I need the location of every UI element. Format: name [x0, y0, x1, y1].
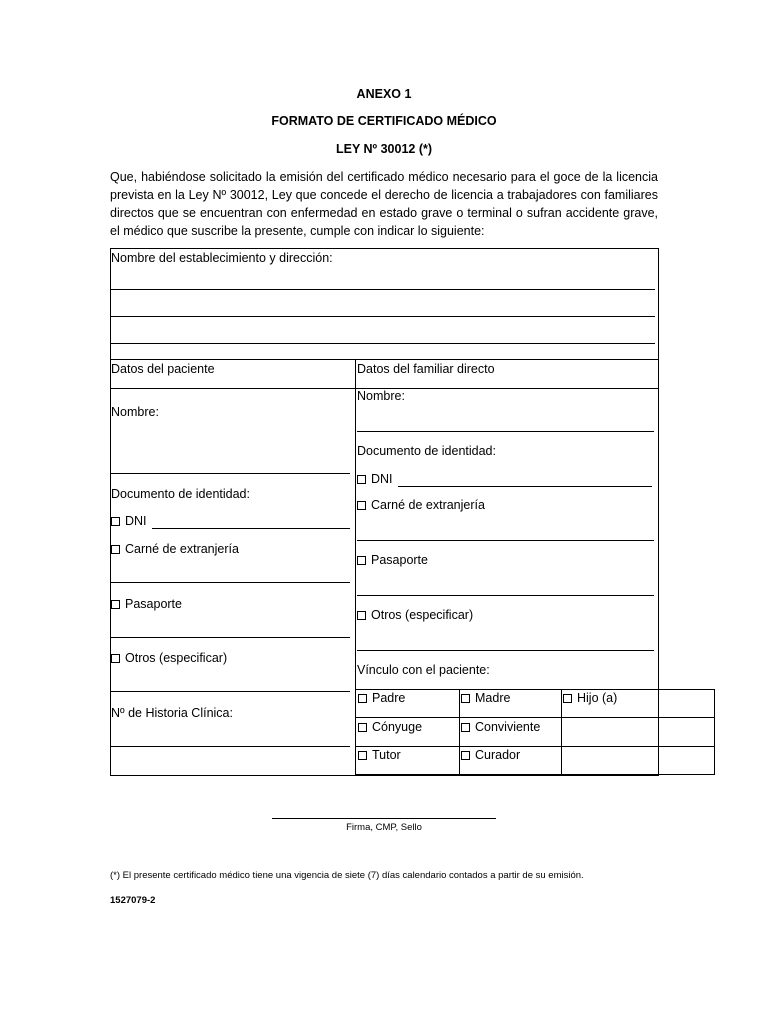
relative-carne-option[interactable]: [357, 498, 485, 512]
checkbox-icon[interactable]: [357, 501, 366, 510]
checkbox-icon[interactable]: [358, 751, 367, 760]
patient-header: Datos del paciente: [111, 362, 215, 376]
relative-pasaporte-label: Pasaporte: [371, 553, 428, 567]
patient-name-line[interactable]: [111, 473, 350, 474]
signature-label: Firma, CMP, Sello: [346, 822, 422, 833]
relative-header: Datos del familiar directo: [357, 362, 495, 376]
relative-dni-option[interactable]: [357, 472, 393, 486]
checkbox-icon[interactable]: [358, 723, 367, 732]
patient-carne-line[interactable]: [111, 582, 350, 583]
relative-pasaporte-line[interactable]: [357, 595, 654, 596]
relationship-col-line-3: [658, 689, 659, 775]
patient-carne-option[interactable]: [111, 542, 239, 556]
option-tutor[interactable]: [358, 748, 401, 762]
checkbox-icon[interactable]: [111, 654, 120, 663]
option-hijo[interactable]: [563, 691, 617, 705]
option-tutor-label: Tutor: [372, 748, 401, 762]
relative-dni-line[interactable]: [398, 486, 652, 487]
relationship-col-line-1: [459, 689, 460, 775]
relative-link-label: Vínculo con el paciente:: [357, 663, 490, 677]
relationship-col-line-2: [561, 689, 562, 775]
footnote: (*) El presente certificado médico tiene una vigencia de siete (7) días calendario contados a partir de su emisión.: [110, 870, 584, 881]
patient-otros-label: Otros (especificar): [125, 651, 228, 665]
patient-pasaporte-label: Pasaporte: [125, 597, 182, 611]
checkbox-icon[interactable]: [461, 751, 470, 760]
relative-otros-line[interactable]: [357, 650, 654, 651]
checkbox-icon[interactable]: [563, 694, 572, 703]
option-conviviente-label: Conviviente: [475, 720, 541, 734]
option-madre[interactable]: [461, 691, 510, 705]
patient-history-label: Nº de Historia Clínica:: [111, 706, 233, 720]
relative-pasaporte-option[interactable]: [357, 553, 428, 567]
relative-carne-label: Carné de extranjería: [371, 498, 485, 512]
relative-carne-line[interactable]: [357, 540, 654, 541]
checkbox-icon[interactable]: [111, 545, 120, 554]
checkbox-icon[interactable]: [357, 611, 366, 620]
option-padre-label: Padre: [372, 691, 406, 705]
checkbox-icon[interactable]: [358, 694, 367, 703]
option-curador-label: Curador: [475, 748, 521, 762]
patient-otros-line[interactable]: [111, 691, 350, 692]
establishment-line-3[interactable]: [111, 343, 655, 344]
document-title: FORMATO DE CERTIFICADO MÉDICO: [271, 114, 497, 128]
establishment-label: Nombre del establecimiento y dirección:: [111, 251, 333, 265]
option-conviviente[interactable]: [461, 720, 540, 734]
option-conyuge[interactable]: [358, 720, 422, 734]
relationship-row-line-2: [355, 746, 715, 747]
option-padre[interactable]: [358, 691, 405, 705]
checkbox-icon[interactable]: [357, 556, 366, 565]
patient-dni-label: DNI: [125, 514, 147, 528]
establishment-line-1[interactable]: [111, 289, 655, 290]
relative-name-label: Nombre:: [357, 389, 405, 403]
relationship-row-line-1: [355, 717, 715, 718]
option-madre-label: Madre: [475, 691, 511, 705]
option-conyuge-label: Cónyuge: [372, 720, 423, 734]
relative-otros-option[interactable]: [357, 608, 473, 622]
patient-id-label: Documento de identidad:: [111, 487, 250, 501]
establishment-line-2[interactable]: [111, 316, 655, 317]
relative-dni-label: DNI: [371, 472, 393, 486]
patient-pasaporte-option[interactable]: [111, 597, 182, 611]
annex-title: ANEXO 1: [356, 87, 412, 101]
option-hijo-label: Hijo (a): [577, 691, 618, 705]
patient-carne-label: Carné de extranjería: [125, 542, 239, 556]
option-curador[interactable]: [461, 748, 520, 762]
checkbox-icon[interactable]: [461, 694, 470, 703]
patient-dni-option[interactable]: [111, 514, 147, 528]
relative-otros-label: Otros (especificar): [371, 608, 474, 622]
signature-line[interactable]: [272, 818, 496, 819]
relative-name-line[interactable]: [357, 431, 654, 432]
patient-dni-line[interactable]: [152, 528, 350, 529]
patient-name-label: Nombre:: [111, 405, 159, 419]
checkbox-icon[interactable]: [111, 517, 120, 526]
checkbox-icon[interactable]: [111, 600, 120, 609]
checkbox-icon[interactable]: [357, 475, 366, 484]
document-code: 1527079-2: [110, 895, 156, 906]
patient-pasaporte-line[interactable]: [111, 637, 350, 638]
patient-history-line[interactable]: [111, 746, 350, 747]
intro-paragraph: Que, habiéndose solicitado la emisión del certificado médico necesario para el goce de la licencia prevista en la Ley Nº 30012, Ley que concede el derecho de licencia a trabajadores con familiares directos que se encuentran con enfermedad en estado grave o terminal o sufran accidente grave, el médico que suscribe la presente, cumple con indicar lo siguiente:: [110, 170, 658, 238]
relative-id-label: Documento de identidad:: [357, 444, 496, 458]
checkbox-icon[interactable]: [461, 723, 470, 732]
patient-otros-option[interactable]: [111, 651, 227, 665]
law-title: LEY Nº 30012 (*): [335, 142, 433, 156]
